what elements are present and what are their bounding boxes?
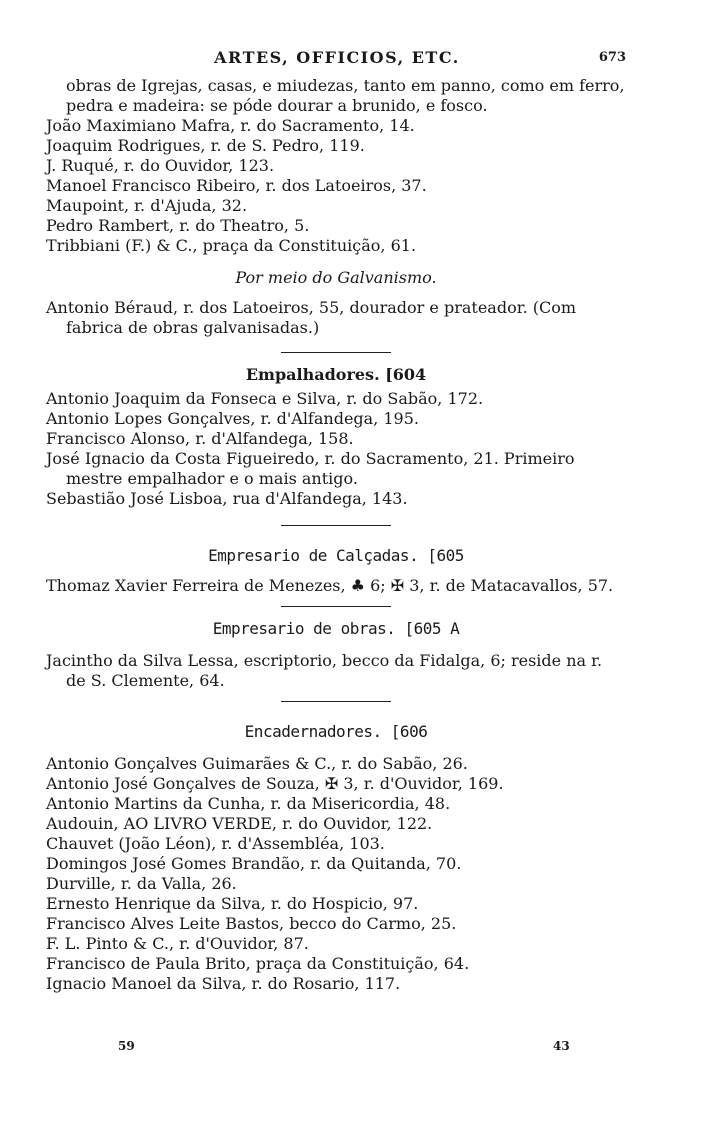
dourador-entry: J. Ruqué, r. do Ouvidor, 123. (46, 156, 275, 175)
dourador-entry: Tribbiani (F.) & C., praça da Constituição, 61. (46, 236, 417, 255)
dourador-entry: João Maximiano Mafra, r. do Sacramento, 14. (46, 116, 415, 135)
continuation-entry: obras de Igrejas, casas, e miudezas, tanto em panno, como em ferro, pedra e madeira: se póde dourar a brunido, e fosco. (66, 76, 625, 115)
dourador-entry: Pedro Rambert, r. do Theatro, 5. (46, 216, 310, 235)
running-head (48, 48, 626, 70)
empalhador-entry: Francisco Alonso, r. d'Alfandega, 158. (46, 429, 354, 448)
encadernador-entry: Antonio José Gonçalves de Souza, ✠ 3, r. d'Ouvidor, 169. (46, 774, 504, 793)
dourador-entry: Joaquim Rodrigues, r. de S. Pedro, 119. (46, 136, 365, 155)
obras-entry: Jacintho da Silva Lessa, escriptorio, becco da Fidalga, 6; reside na r. de S. Clemente, 64. (46, 651, 603, 690)
page-content (46, 76, 626, 994)
obras-heading: Empresario de obras. [605 A (212, 619, 460, 638)
galvanismo-subheading: Por meio do Galvanismo. (235, 268, 437, 287)
dourador-entry: Manoel Francisco Ribeiro, r. dos Latoeiros, 37. (46, 176, 427, 195)
encadernadores-heading: Encadernadores. [606 (244, 722, 428, 741)
running-title: ARTES, OFFICIOS, ETC. (214, 48, 460, 67)
calcadas-heading: Empresario de Calçadas. [605 (208, 546, 464, 565)
galvanismo-entry: Antonio Béraud, r. dos Latoeiros, 55, dourador e prateador. (Com fabrica de obras galvanisadas.) (46, 298, 577, 337)
dourador-entry: Maupoint, r. d'Ajuda, 32. (46, 196, 248, 215)
encadernador-entry: Francisco de Paula Brito, praça da Constituição, 64. (46, 954, 470, 973)
encadernador-entry: Audouin, AO LIVRO VERDE, r. do Ouvidor, 122. (46, 814, 433, 833)
calcadas-entry: Thomaz Xavier Ferreira de Menezes, ♣ 6; ✠ 3, r. de Matacavallos, 57. (46, 576, 614, 595)
empalhador-entry: Sebastião José Lisboa, rua d'Alfandega, 143. (46, 489, 408, 508)
encadernador-entry: F. L. Pinto & C., r. d'Ouvidor, 87. (46, 934, 309, 953)
encadernador-entry: Ernesto Henrique da Silva, r. do Hospicio, 97. (46, 894, 419, 913)
empalhador-entry: Antonio Lopes Gonçalves, r. d'Alfandega, 195. (46, 409, 419, 428)
encadernador-entry: Ignacio Manoel da Silva, r. do Rosario, 117. (46, 974, 401, 993)
encadernador-entry: Antonio Martins da Cunha, r. da Misericordia, 48. (46, 794, 451, 813)
encadernador-entry: Antonio Gonçalves Guimarães & C., r. do Sabão, 26. (46, 754, 468, 773)
signature-mark-left: 59 (118, 1039, 135, 1053)
signature-mark-right: 43 (553, 1039, 570, 1053)
encadernador-entry: Durville, r. da Valla, 26. (46, 874, 237, 893)
empalhadores-heading: Empalhadores. [604 (245, 365, 427, 384)
encadernador-entry: Francisco Alves Leite Bastos, becco do Carmo, 25. (46, 914, 457, 933)
empalhador-entry: José Ignacio da Costa Figueiredo, r. do Sacramento, 21. Primeiro mestre empalhador e o mais antigo. (46, 449, 575, 488)
encadernador-entry: Domingos José Gomes Brandão, r. da Quitanda, 70. (46, 854, 462, 873)
page-number: 673 (598, 50, 626, 65)
encadernador-entry: Chauvet (João Léon), r. d'Assembléa, 103. (46, 834, 385, 853)
empalhador-entry: Antonio Joaquim da Fonseca e Silva, r. do Sabão, 172. (46, 389, 484, 408)
